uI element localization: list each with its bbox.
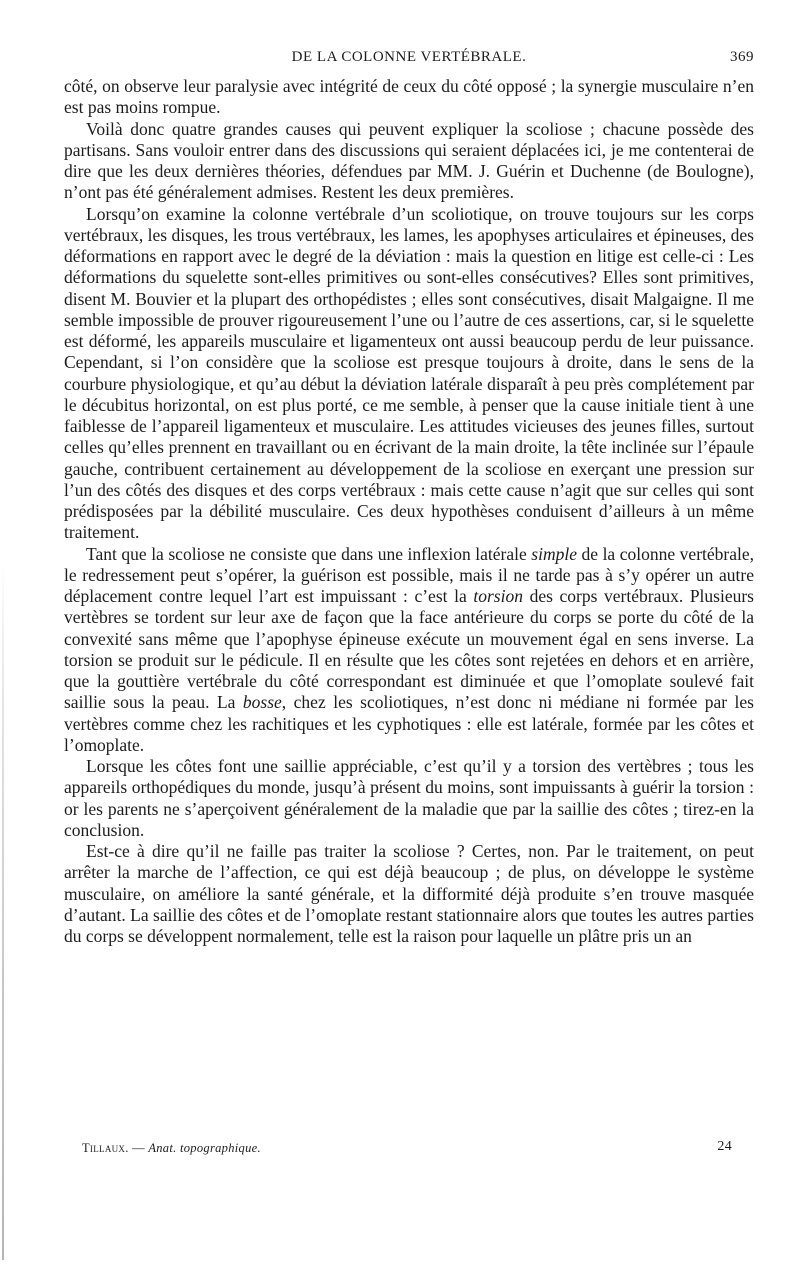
paragraph-text: Tant que la scoliose ne consiste que dans une inflexion latérale [86,543,532,564]
footer [82,1141,732,1159]
paragraph-text: côté, on observe leur paralysie avec intégrité de ceux du côté opposé ; la synergie musculaire n’en est pas moins rompue. [64,76,754,118]
paragraph-text: des corps vertébraux. Plusieurs vertèbres se tordent sur leur axe de façon que la face antérieure du corps se porte du côté de la convexité sans même que l’apophyse épineuse exécute un mouvement égal en sens inverse. La torsion se produit sur le pédicule. Il en résulte que les côtes sont rejetées en dehors et en arrière, que la gouttière vertébrale du côté correspondant est diminuée et que l’omoplate soulevé fait saillie sous la peau. La [64,586,754,713]
running-head [64,49,754,69]
paragraph-text: Est-ce à dire qu’il ne faille pas traiter la scoliose ? Certes, non. Par le traitement, on peut arrêter la marche de l’affection, ce qui est déjà beaucoup ; de plus, on développe le système musculaire, on améliore la santé générale, et la difformité déjà produite s’en trouve masquée d’autant. La saillie des côtes et de l’omoplate restant stationnaire alors que toutes les autres parties du corps se développent normalement, telle est la raison pour laquelle un plâtre pris un an [64,841,754,946]
page-number: 369 [730,49,754,65]
paragraph-text: , chez les scoliotiques, n’est donc ni médiane ni formée par les vertèbres comme chez les rachitiques et les cyphotiques : elle est latérale, formée par les côtes et l’omoplate. [64,692,754,755]
paragraph [64,76,754,119]
paragraph [64,756,754,841]
running-title: DE LA COLONNE VERTÉBRALE. [291,49,527,65]
paragraph-text: de la colonne vertébrale, le redressement peut s’opérer, la guérison est possible, mais il ne tarde pas à s’y opérer un autre déplacement contre lequel l’art est impuissant : c’est la [64,543,755,606]
paragraph-text: Voilà donc quatre grandes causes qui peuvent expliquer la scoliose ; chacune possède des partisans. Sans vouloir entrer dans des discussions qui seraient déplacées ici, je me contenterai de dire que les deux dernières théories, défendues par MM. J. Guérin et Duchenne (de Boulogne), n’ont pas été généralement admises. Restent les deux premières. [64,118,754,203]
page-edge-shadow [2,560,4,1260]
signature-mark: 24 [717,1139,732,1154]
paragraph-text: Lorsque les côtes font une saillie appréciable, c’est qu’il y a torsion des vertèbres ; tous les appareils orthopédiques du monde, jusqu’à présent du moins, sont impuissants à guérir la torsion : or les parents ne s’aperçoivent généralement de la maladie que par la saillie des côtes ; tirez-en la conclusion. [64,756,754,840]
italic-term: bosse [242,692,282,713]
body-text [64,76,754,947]
paragraph-text: Lorsqu’on examine la colonne vertébrale d’un scoliotique, on trouve toujours sur les corps vertébraux, les disques, les trous vertébraux, les lames, les apophyses articulaires et épineuses, des déformations en rapport avec le degré de la déviation : mais la question en litige est celle-ci : Les déformations du squelette sont-elles primitives ou sont-elles consécutives? Elles sont primitives, disent M. Bouvier et la plupart des orthopédistes ; elles sont consécutives, disait Malgaigne. Il me semble impossible de prouver rigoureusement l’une ou l’autre de ces assertions, car, si le squelette est déformé, les appareils musculaire et ligamenteux ont aussi beaucoup perdu de leur puissance. Cependant, si l’on considère que la scoliose est presque toujours à droite, dans le sens de la courbure physiologique, et qu’au début la déviation latérale disparaît à peu près complétement par le décubitus horizontal, on est plus porté, ce me semble, à penser que la cause initiale tient à une faiblesse de l’appareil ligamenteux et musculaire. Les attitudes vicieuses des jeunes filles, surtout celles qu’elles prennent en travaillant ou en écrivant de la main droite, la tête inclinée sur l’épaule gauche, contribuent certainement au développement de la scoliose en exerçant une pression sur l’un des côtés des disques et des corps vertébraux : mais cette cause n’agit que sur celles qui sont prédisposées par la débilité musculaire. Ces deux hypothèses conduisent d’ailleurs à un même traitement. [64,203,754,543]
italic-term: simple [531,543,577,564]
italic-term: torsion [473,586,523,606]
footer-author: Tillaux. [82,1141,129,1155]
paragraph [64,841,754,947]
footer-work-title: Anat. topographique. [148,1141,261,1155]
paragraph [64,544,754,757]
footer-separator: — [128,1141,149,1155]
paragraph [64,204,754,544]
paragraph [64,119,754,204]
